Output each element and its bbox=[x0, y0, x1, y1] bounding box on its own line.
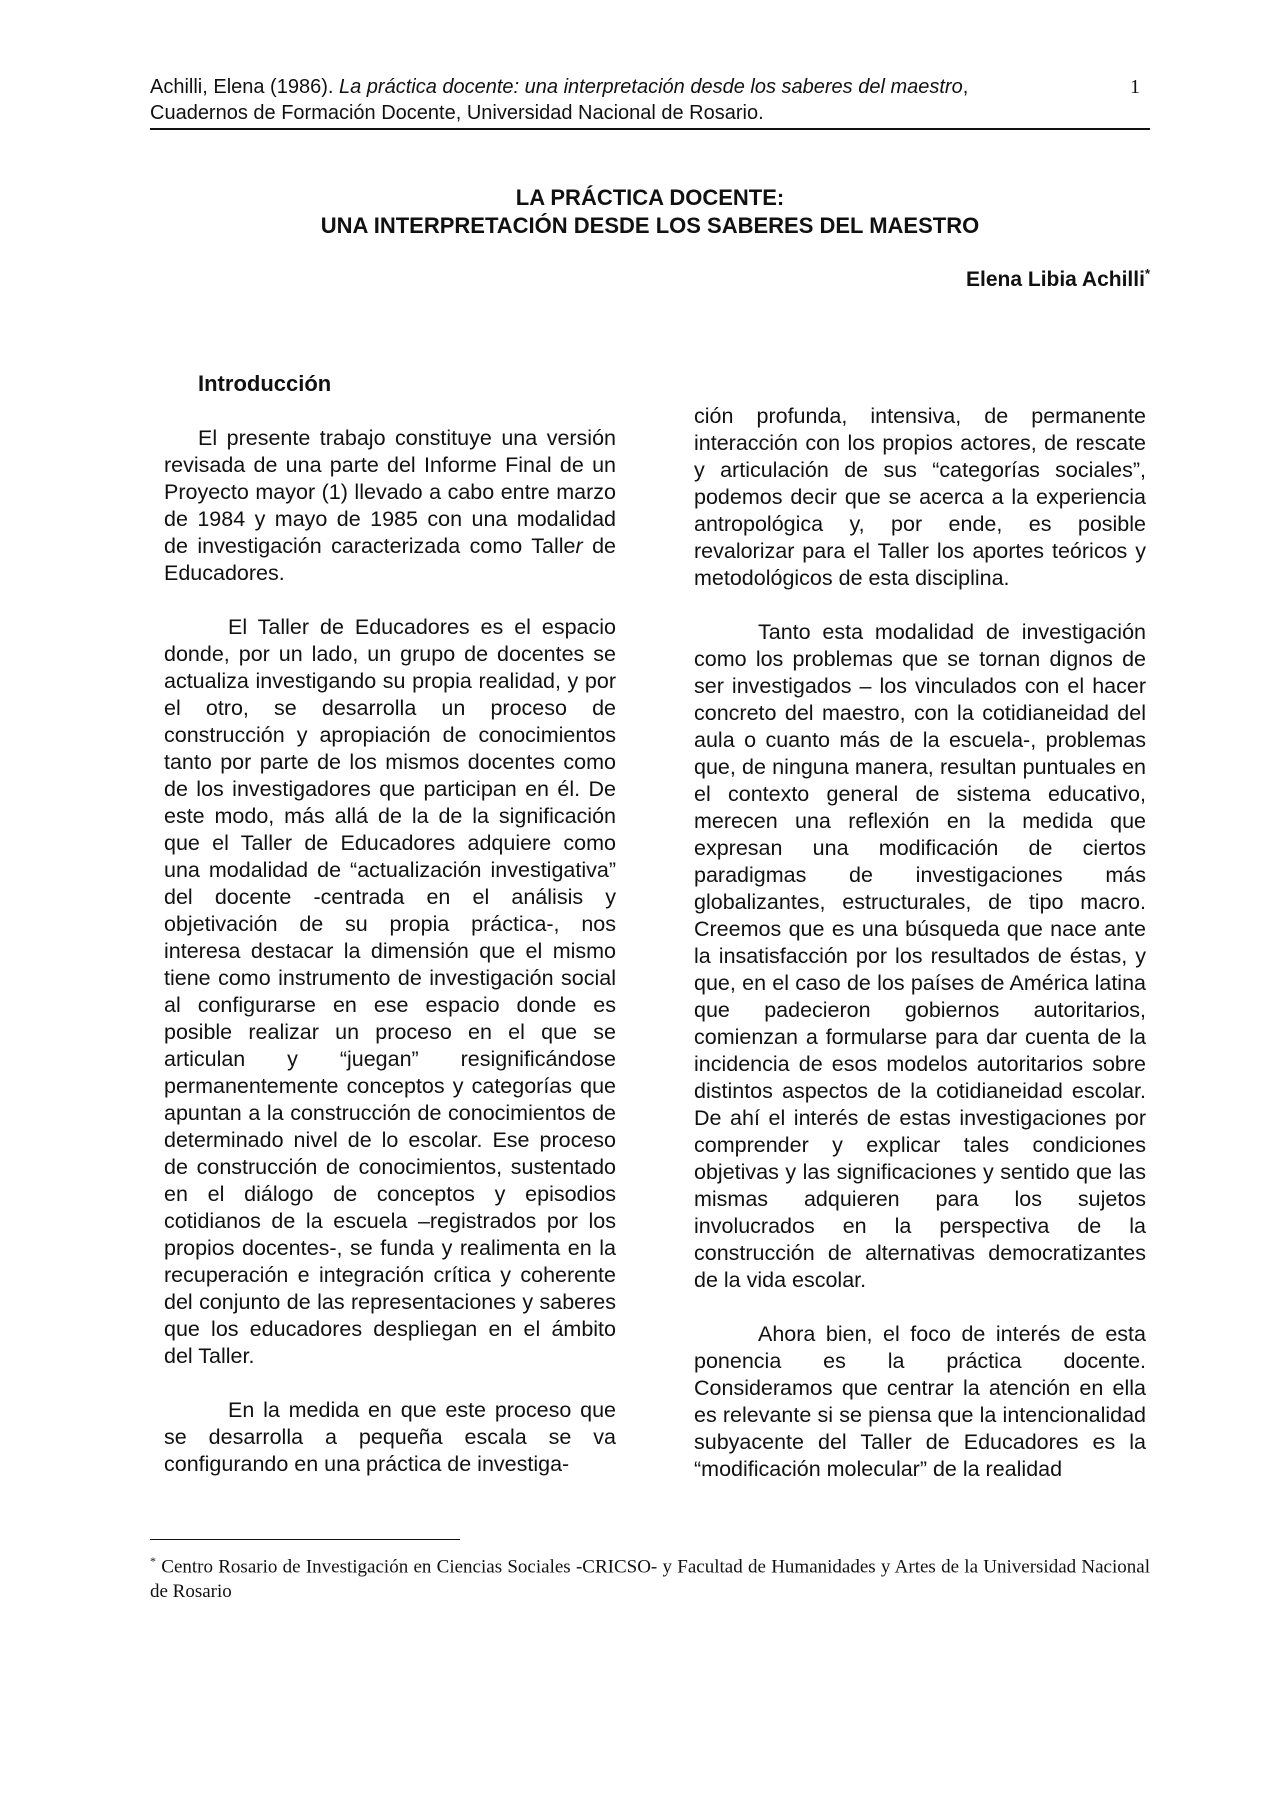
author-name bbox=[966, 266, 1150, 292]
paragraph: En la medida en que este proceso que se desarrolla a pequeña escala se va configurando en una práctica de investiga- bbox=[164, 1398, 616, 1476]
footnote-divider bbox=[150, 1539, 460, 1540]
paragraph: Ahora bien, el foco de interés de esta ponencia es la práctica docente. Consideramos que centrar la atención en ella es relevante si se piensa que la intencionalidad subyacente del Taller de Educadores es la “modificación molecular” de la realidad bbox=[694, 1322, 1146, 1481]
footnote bbox=[150, 1549, 1150, 1604]
header-citation-comma: , bbox=[962, 76, 969, 98]
paper-title bbox=[150, 184, 1150, 240]
page-number: 1 bbox=[1130, 76, 1140, 98]
section-heading: Introducción bbox=[198, 371, 332, 396]
header-citation-author: Achilli, Elena (1986). bbox=[150, 76, 339, 98]
paragraph-text: El presente trabajo constituye una versión revisada de una parte del Informe Final de un Proyecto mayor (1) llevado a cabo entre marzo de 1984 y mayo de 1985 con una modalidad de investigación caracterizada como Talle bbox=[164, 426, 616, 558]
footnote-text: Centro Rosario de Investigación en Ciencias Sociales -CRICSO- y Facultad de Humanidades y Artes de la Universidad Nacional de Rosario bbox=[150, 1556, 1150, 1603]
paragraph: ción profunda, intensiva, de permanente interacción con los propios actores, de rescate y articulación de sus “categorías sociales”, podemos decir que se acerca a la experiencia antropológica y, por ende, es posible revalorizar para el Taller los aportes teóricos y metodológicos de esta disciplina. bbox=[694, 404, 1146, 590]
header-citation-line2: Cuadernos de Formación Docente, Universidad Nacional de Rosario. bbox=[150, 102, 764, 124]
paragraph bbox=[164, 425, 616, 587]
running-header bbox=[150, 74, 1150, 126]
left-column bbox=[164, 370, 616, 1505]
paragraph: Tanto esta modalidad de investigación como los problemas que se tornan dignos de ser investigados – los vinculados con el hacer concreto del maestro, con la cotidianeidad del aula o cuanto más de la escuela-, problemas que, de ninguna manera, resultan puntuales en el contexto general de sistema educativo, merecen una reflexión en la medida que expresan una modificación de ciertos paradigmas de investigaciones más globalizantes, estructurales, de tipo macro. Creemos que es una búsqueda que nace ante la insatisfacción por los resultados de éstas, y que, en el caso de los países de América latina que padecieron gobiernos autoritarios, comienzan a formularse para dar cuenta de la incidencia de esos modelos autoritarios sobre distintos aspectos de la cotidianeidad escolar. De ahí el interés de estas investigaciones por comprender y explicar tales condiciones objetivas y las significaciones y sentido que las mismas adquieren para los sujetos involucrados en la perspectiva de la construcción de alternativas democratizantes de la vida escolar. bbox=[694, 620, 1146, 1292]
header-citation-title: La práctica docente: una interpretación desde los saberes del maestro bbox=[338, 76, 963, 98]
right-column bbox=[694, 403, 1146, 1510]
paragraph: El Taller de Educadores es el espacio donde, por un lado, un grupo de docentes se actualiza investigando su propia realidad, y por el otro, se desarrolla un proceso de construcción y apropiación de conocimientos tanto por parte de los mismos docentes como de los investigadores que participan en él. De este modo, más allá de la de la significación que el Taller de Educadores adquiere como una modalidad de “actualización investigativa” del docente -centrada en el análisis y objetivación de su propia práctica-, nos interesa destacar la dimensión que el mismo tiene como instrumento de investigación social al configurarse en ese espacio donde es posible realizar un proceso en el que se articulan y “juegan” resignificándose permanentemente conceptos y categorías que apuntan a la construcción de conocimientos de determinado nivel de lo escolar. Ese proceso de construcción de conocimientos, sustentado en el diálogo de conceptos y episodios cotidianos de la escuela –registrados por los propios docentes-, se funda y realimenta en la recuperación e integración crítica y coherente del conjunto de las representaciones y saberes que los educadores despliegan en el ámbito del Taller. bbox=[164, 615, 616, 1368]
paragraph-italic-letter: r bbox=[575, 534, 583, 558]
author-footnote-mark: * bbox=[1144, 266, 1150, 281]
footnote-mark: * bbox=[150, 1554, 156, 1568]
paragraph-text: de Educadores. bbox=[164, 534, 617, 585]
header-citation-line1 bbox=[150, 74, 1150, 100]
header-divider bbox=[150, 128, 1150, 130]
paper-title-line2: UNA INTERPRETACIÓN DESDE LOS SABERES DEL MAESTRO bbox=[320, 213, 980, 238]
paper-title-line1: LA PRÁCTICA DOCENTE: bbox=[515, 185, 785, 210]
author-name-text: Elena Libia Achilli bbox=[966, 268, 1145, 291]
